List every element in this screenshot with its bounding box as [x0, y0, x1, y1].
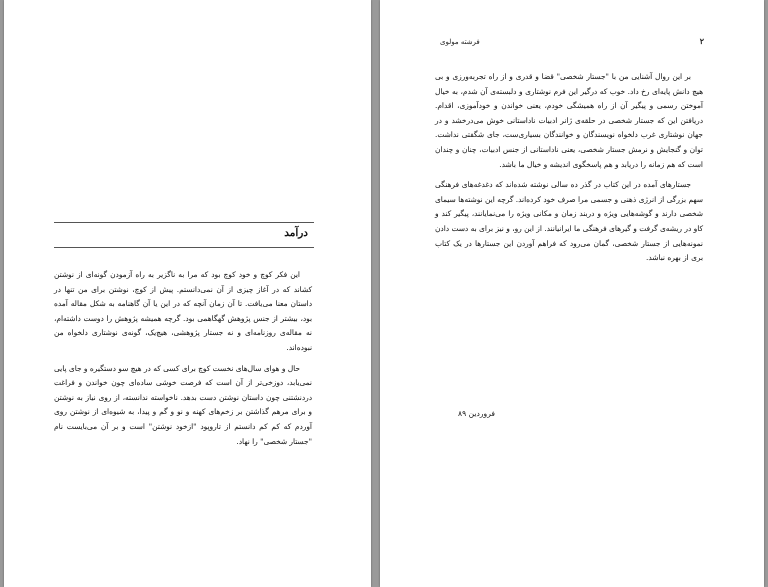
left-body-text: [54, 268, 312, 449]
chapter-heading-box: [54, 222, 314, 248]
right-body-text: [435, 70, 703, 266]
date-line: فروردین ۸۹: [458, 409, 496, 418]
running-title-author: فرشته مولوی: [440, 38, 480, 46]
paragraph: جستارهای آمده در این کتاب در گذر ده سالی نوشته شده‌اند که دغدغه‌های فرهنگی سهم بزرگی از انرژی ذهنی و جسمی مرا صرف خود کرده‌اند. گرچه این نوشته‌ها سیمای شخصی دارند و گوشه‌هایی ویژه و دربند زمان و مکانی ویژه را می‌نمایانند، پیگیر کند و کاو در ریشه‌ی گرفت و گیرهای فرهنگی ما ایرانیانند. از این رو، و نیز برای به دست دادن نمونه‌هایی از جستار شخصی، گمان می‌رود که فراهم آوردن این جستارها در یک کتاب بری از بهره نباشد.: [435, 180, 703, 263]
paragraph: این فکر کوچ و خود کوچ بود که مرا به ناگزیر به راه آزمودن گونه‌ای از نوشتن کشاند که در آغاز چیزی از آن نمی‌دانستم. پیش از کوچ، نوشتن برای من تنها در داستان معنا می‌یافت. تا آن زمان آنچه که در این یا آن گاهنامه به شکل مقاله آمده بود، بیشتر از جنس پژوهش گهگاهمی بود. گرچه همیشه پژوهش را دوست داشته‌ام، نه مقاله‌ی روزنامه‌ای و نه جستار پژوهشی، هیچ‌یک، گونه‌ی نوشتاری دلخواه من نبوده‌اند.: [54, 270, 312, 352]
page-number: ۲: [699, 36, 704, 46]
chapter-title: درآمد: [284, 227, 308, 239]
left-page: [4, 0, 371, 587]
paragraph: بر این روال آشنایی من با "جستار شخصی" قضا و قدری و از راه تجربه‌ورزی و بی هیچ دانش پایه‌ای رخ داد. خوب که درگیر این فرم نوشتاری و دلبسته‌ی آن شدم، به خیال آموختن رسمی و پیگیر آن از راه همیشگی خودم، یعنی خواندن و خودآموزی، اقدام. دریافتن این که جستار شخصی در حلقه‌ی ژانر ادبیات ناداستانی خوش می‌درخشد و در جهان نوشتاری غرب دلخواه نویسندگان و خوانندگان بسیاری‌ست، جای شگفتی نداشت. توان و گنجایش و نرمش جستار شخصی، یعنی ناداستانی از جنس ادبیات، چنان و چندان است که هم زمانه را دریابد و هم پاسخگوی اندیشه و خیال ما باشد.: [435, 72, 703, 169]
paragraph: حال و هوای سال‌های نخست کوچ برای کسی که در هیچ سو دستگیره و جای پایی نمی‌یابد، دوزخی‌تر از آن است که فرصت خوشی ساده‌ای چون خواندن و فراغت دردنشتنی چون داستان نوشتن دست بدهد. ناخواسته ندانسته، از روی نیاز به نوشتن و برای مرهم گذاشتن بر زخم‌های کهنه و نو و گم و پیدا، به شیوه‌ای از نوشتن روی آوردم که کم کم دانستم از تاروپود "ازخود نوشتن" است و بر آن می‌بایست نام "جستار شخصی" را نهاد.: [54, 363, 312, 446]
right-page: [380, 0, 764, 587]
